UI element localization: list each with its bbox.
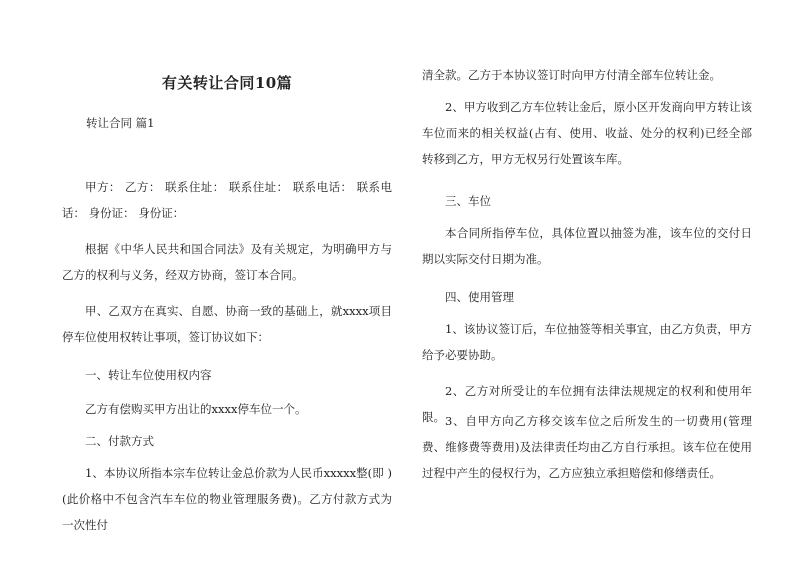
section-heading-1: 一、转让车位使用权内容 xyxy=(85,368,212,382)
paragraph-section-1: 乙方有偿购买甲方出让的xxxx停车位一个。 xyxy=(85,402,307,416)
section-heading-4: 四、使用管理 xyxy=(445,290,514,304)
document-subtitle: 转让合同 篇1 xyxy=(86,116,155,130)
document-title: 有关转让合同10篇 xyxy=(161,74,293,92)
paragraph-usage-3: 3、自甲方向乙方移交该车位之后所发生的一切费用(管理费、维修费等费用)及法律责任均由乙方自行承担。该车位在使用过程中产生的侵权行为，乙方应独立承担赔偿和修缮责任。 xyxy=(422,414,752,480)
paragraph-agreement: 甲、乙双方在真实、自愿、协商一致的基础上，就xxxx项目停车位使用权转让事项，签订协议如下： xyxy=(62,304,392,344)
paragraph-basis: 根据《中华人民共和国合同法》及有关规定，为明确甲方与乙方的权利与义务，经双方协商，签订本合同。 xyxy=(62,242,392,282)
paragraph-payment-continued: 清全款。乙方于本协议签订时向甲方付清全部车位转让金。 xyxy=(422,68,721,82)
paragraph-usage-1: 1、该协议签订后，车位抽签等相关事宜，由乙方负责，甲方给予必要协助。 xyxy=(422,322,752,362)
section-heading-2: 二、付款方式 xyxy=(85,434,154,448)
section-heading-3: 三、车位 xyxy=(445,194,491,208)
paragraph-parties: 甲方： 乙方： 联系住址： 联系住址： 联系电话： 联系电话： 身份证： 身份证： xyxy=(62,180,392,220)
paragraph-usage-2: 2、乙方对所受让的车位拥有法律法规规定的权利和使用年限。 xyxy=(422,384,752,424)
paragraph-payment-2: 2、甲方收到乙方车位转让金后，原小区开发商向甲方转让该车位而来的相关权益(占有、使用、收益、处分的权利)已经全部转移到乙方，甲方无权另行处置该车库。 xyxy=(422,100,752,166)
paragraph-section-3: 本合同所指停车位，具体位置以抽签为准，该车位的交付日期以实际交付日期为准。 xyxy=(422,226,752,266)
paragraph-payment-1: 1、本协议所指本宗车位转让金总价款为人民币xxxxx整(即 )(此价格中不包含汽车车位的物业管理服务费)。乙方付款方式为一次性付 xyxy=(62,466,392,532)
